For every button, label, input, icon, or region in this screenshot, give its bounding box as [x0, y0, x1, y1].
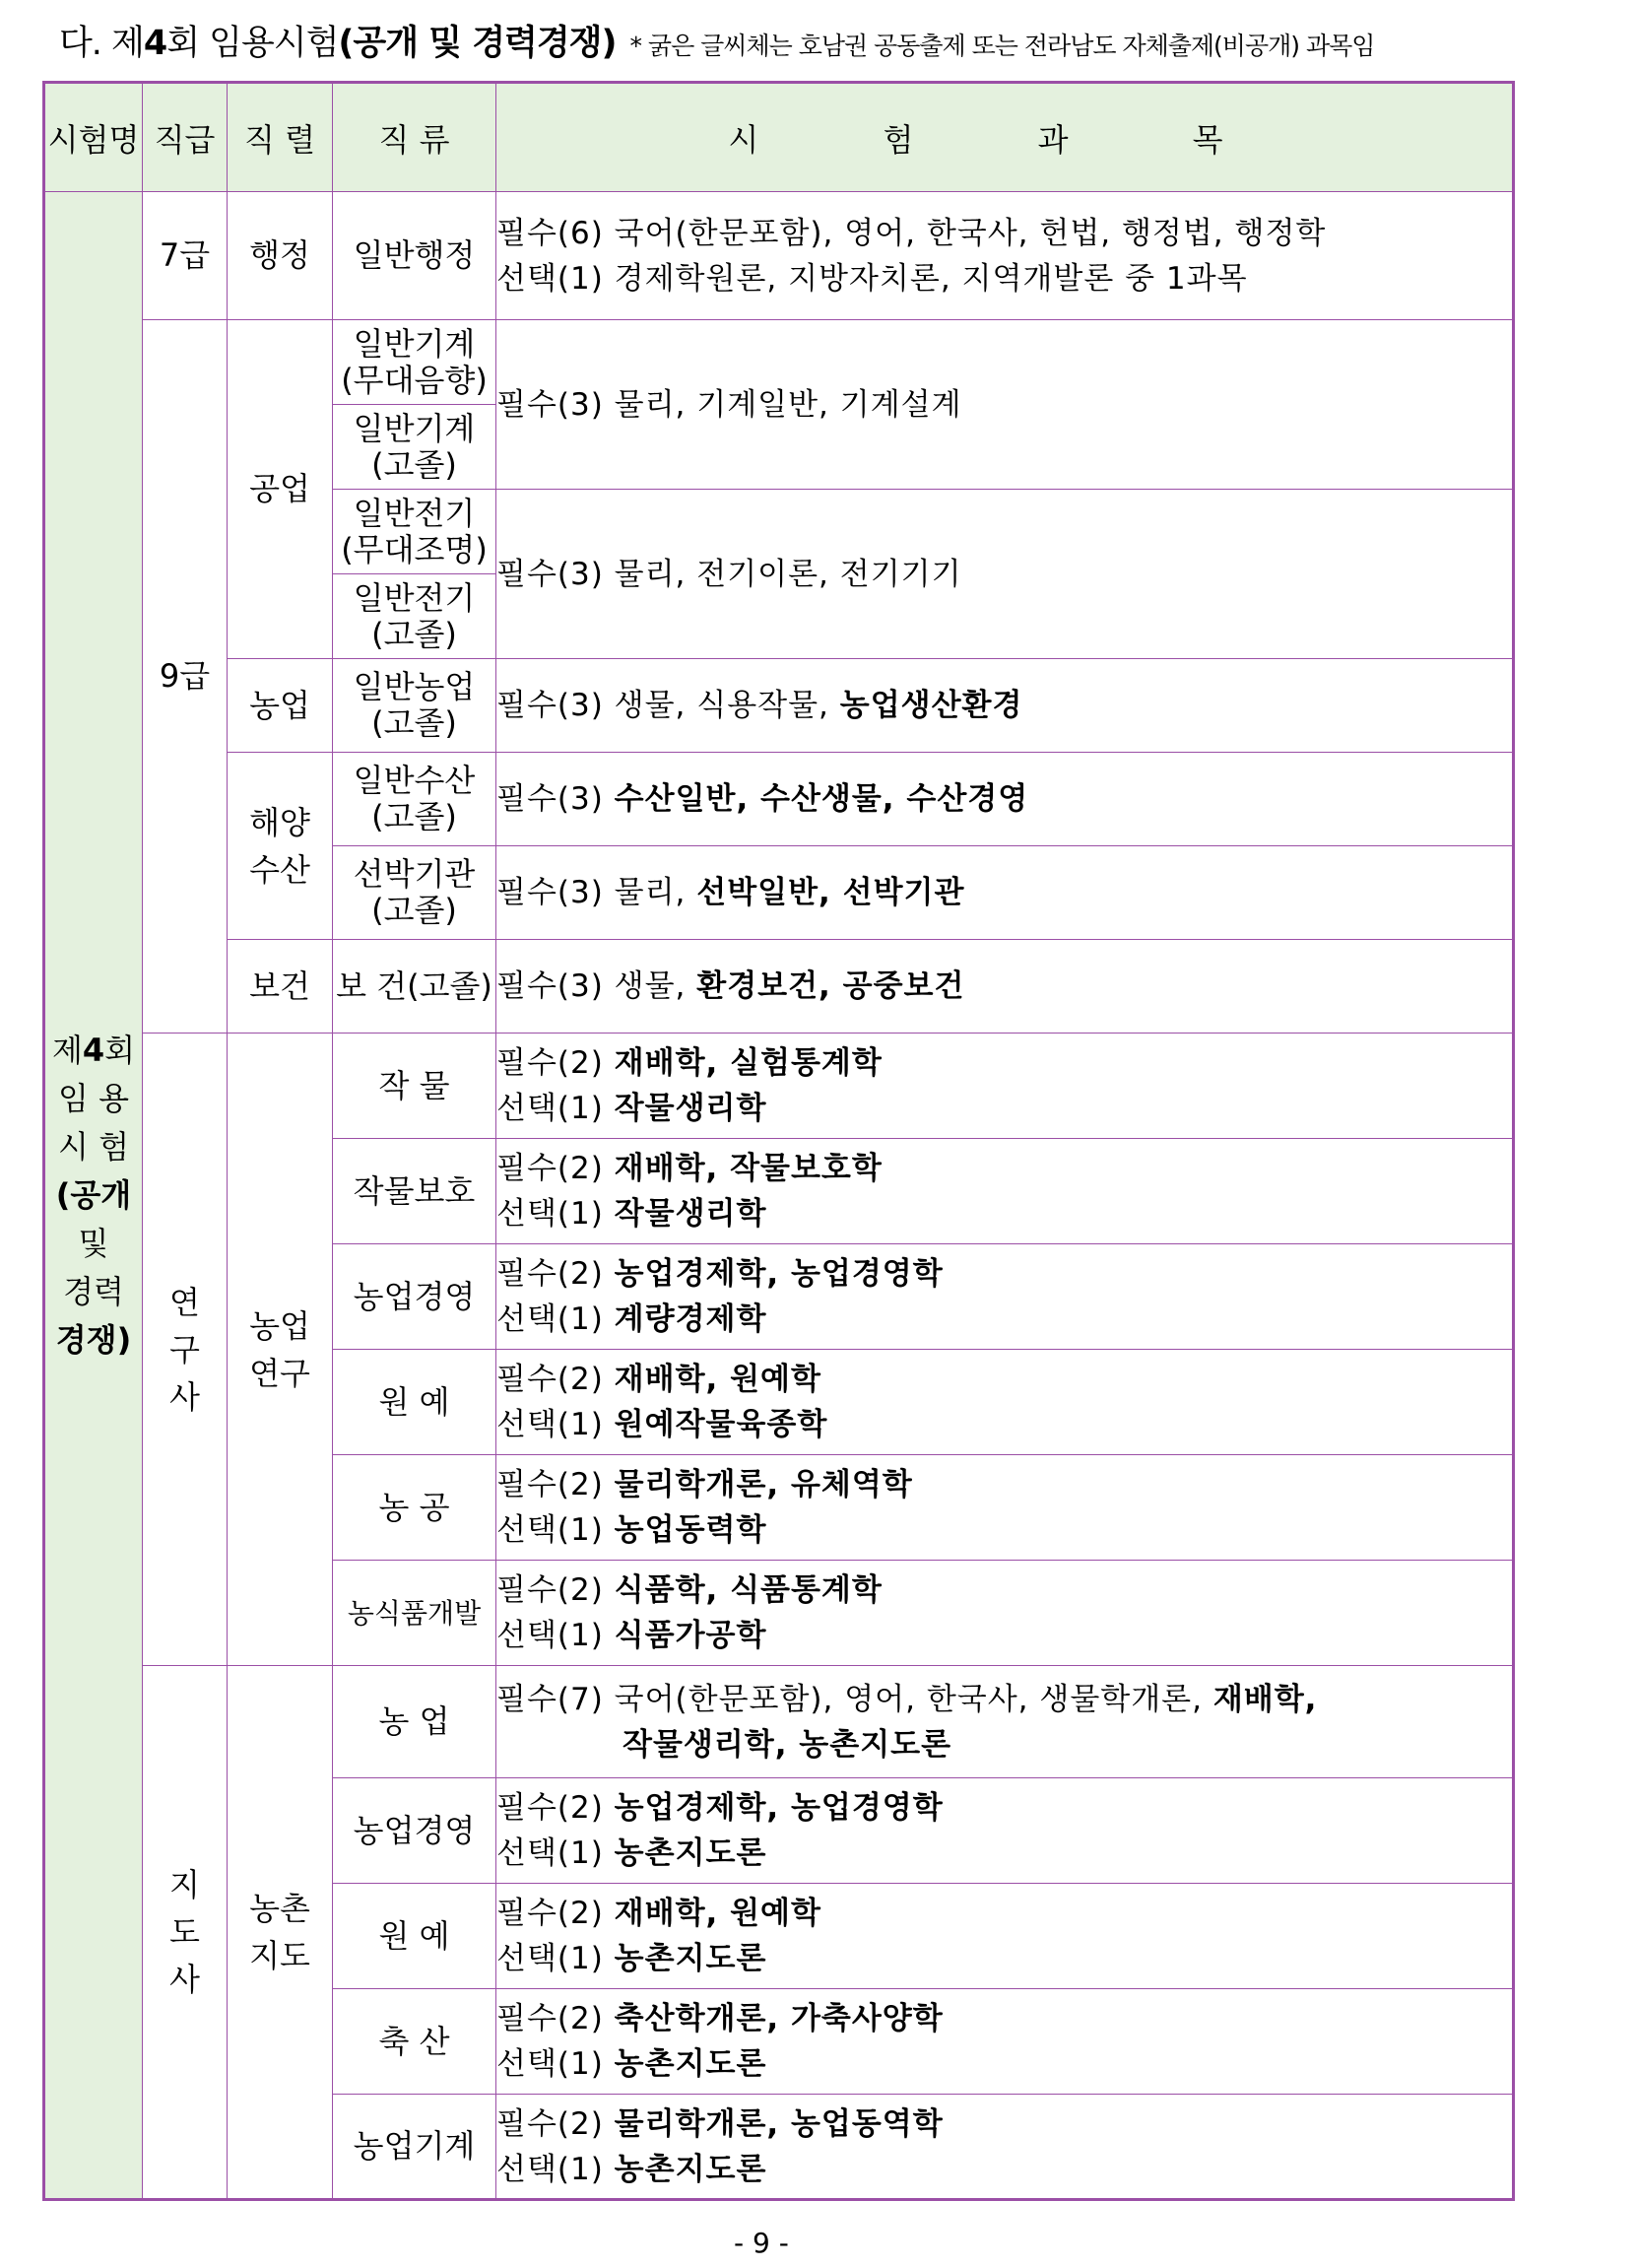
- subjects-cell: 필수(2) 농업경제학, 농업경영학 선택(1) 농촌지도론: [496, 1778, 1514, 1884]
- class-mech-hs: 일반기계(고졸): [333, 405, 496, 490]
- subjects-cell: 필수(2) 재배학, 실험통계학 선택(1) 작물생리학: [496, 1034, 1514, 1139]
- class-horticulture: 원 예: [333, 1884, 496, 1989]
- series-agri-research: 농업연구: [228, 1034, 333, 1666]
- grade-7: 7급: [143, 192, 228, 320]
- class-agri-machinery: 농업기계: [333, 2095, 496, 2200]
- subjects-cell: 필수(2) 재배학, 원예학 선택(1) 원예작물육종학: [496, 1350, 1514, 1455]
- subjects-cell: 필수(2) 물리학개론, 유체역학 선택(1) 농업동력학: [496, 1455, 1514, 1561]
- class-general-agri: 일반농업(고졸): [333, 659, 496, 753]
- bold-font-note: * 굵은 글씨체는 호남권 공동출제 또는 전라남도 자체출제(비공개) 과목임: [629, 32, 1375, 60]
- class-livestock: 축 산: [333, 1989, 496, 2095]
- class-ship-engine: 선박기관(고졸): [333, 846, 496, 940]
- subjects-cell: 필수(2) 식품학, 식품통계학 선택(1) 식품가공학: [496, 1561, 1514, 1666]
- table-row: [44, 320, 1514, 405]
- series-admin: 행정: [228, 192, 333, 320]
- subjects-cell: 필수(2) 재배학, 원예학 선택(1) 농촌지도론: [496, 1884, 1514, 1989]
- exam-subjects-table: [42, 81, 1515, 2201]
- header-grade: 직급: [143, 83, 228, 192]
- class-agri-management: 농업경영: [333, 1778, 496, 1884]
- series-industry: 공업: [228, 320, 333, 659]
- table-row: [44, 940, 1514, 1034]
- page-header: [59, 16, 1596, 65]
- subjects-cell: 필수(3) 수산일반, 수산생물, 수산경영: [496, 753, 1514, 846]
- table-row: [44, 659, 1514, 753]
- table-row: [44, 1666, 1514, 1778]
- series-agriculture: 농업: [228, 659, 333, 753]
- series-marine: 해양수산: [228, 753, 333, 940]
- class-agriculture: 농 업: [333, 1666, 496, 1778]
- table-header-row: [44, 83, 1514, 192]
- page-number: - 9 -: [734, 2227, 789, 2259]
- class-general-fish: 일반수산(고졸): [333, 753, 496, 846]
- series-health: 보건: [228, 940, 333, 1034]
- class-mech-stage: 일반기계(무대음향): [333, 320, 496, 405]
- header-series: 직 렬: [228, 83, 333, 192]
- subjects-cell: 필수(3) 물리, 전기이론, 전기기기: [496, 490, 1514, 659]
- class-agri-management: 농업경영: [333, 1244, 496, 1350]
- subjects-cell: 필수(3) 생물, 식용작물, 농업생산환경: [496, 659, 1514, 753]
- class-horticulture: 원 예: [333, 1350, 496, 1455]
- class-health: 보 건(고졸): [333, 940, 496, 1034]
- class-agri-engineering: 농 공: [333, 1455, 496, 1561]
- class-general-admin: 일반행정: [333, 192, 496, 320]
- class-elec-hs: 일반전기(고졸): [333, 574, 496, 659]
- class-crop-protection: 작물보호: [333, 1139, 496, 1244]
- subjects-cell: 필수(6) 국어(한문포함), 영어, 한국사, 헌법, 행정법, 행정학 선택(1) 경제학원론, 지방자치론, 지역개발론 중 1과목: [496, 192, 1514, 320]
- table-row: [44, 192, 1514, 320]
- grade-extension: 지도사: [143, 1666, 228, 2200]
- grade-9: 9급: [143, 320, 228, 1034]
- table-row: [44, 1034, 1514, 1139]
- header-exam-name: 시험명: [44, 83, 143, 192]
- exam-name-cell: 제4회 임 용 시 험 (공개 및 경력 경쟁): [44, 192, 143, 2200]
- header-class: 직 류: [333, 83, 496, 192]
- subjects-cell: 필수(2) 물리학개론, 농업동역학 선택(1) 농촌지도론: [496, 2095, 1514, 2200]
- subjects-cell: 필수(2) 축산학개론, 가축사양학 선택(1) 농촌지도론: [496, 1989, 1514, 2095]
- subjects-cell: 필수(2) 농업경제학, 농업경영학 선택(1) 계량경제학: [496, 1244, 1514, 1350]
- grade-researcher: 연구사: [143, 1034, 228, 1666]
- table-row: [44, 753, 1514, 846]
- class-crop: 작 물: [333, 1034, 496, 1139]
- subjects-cell: 필수(3) 생물, 환경보건, 공중보건: [496, 940, 1514, 1034]
- class-elec-stage: 일반전기(무대조명): [333, 490, 496, 574]
- header-subjects: 시 험 과 목: [496, 83, 1514, 192]
- subjects-cell: 필수(7) 국어(한문포함), 영어, 한국사, 생물학개론, 재배학, 작물생리학, 농촌지도론: [496, 1666, 1514, 1778]
- class-agri-food-dev: 농식품개발: [333, 1561, 496, 1666]
- subjects-cell: 필수(3) 물리, 기계일반, 기계설계: [496, 320, 1514, 490]
- subjects-cell: 필수(2) 재배학, 작물보호학 선택(1) 작물생리학: [496, 1139, 1514, 1244]
- series-rural-guidance: 농촌지도: [228, 1666, 333, 2200]
- subjects-cell: 필수(3) 물리, 선박일반, 선박기관: [496, 846, 1514, 940]
- section-title: 다. 제4회 임용시험(공개 및 경력경쟁): [59, 24, 617, 63]
